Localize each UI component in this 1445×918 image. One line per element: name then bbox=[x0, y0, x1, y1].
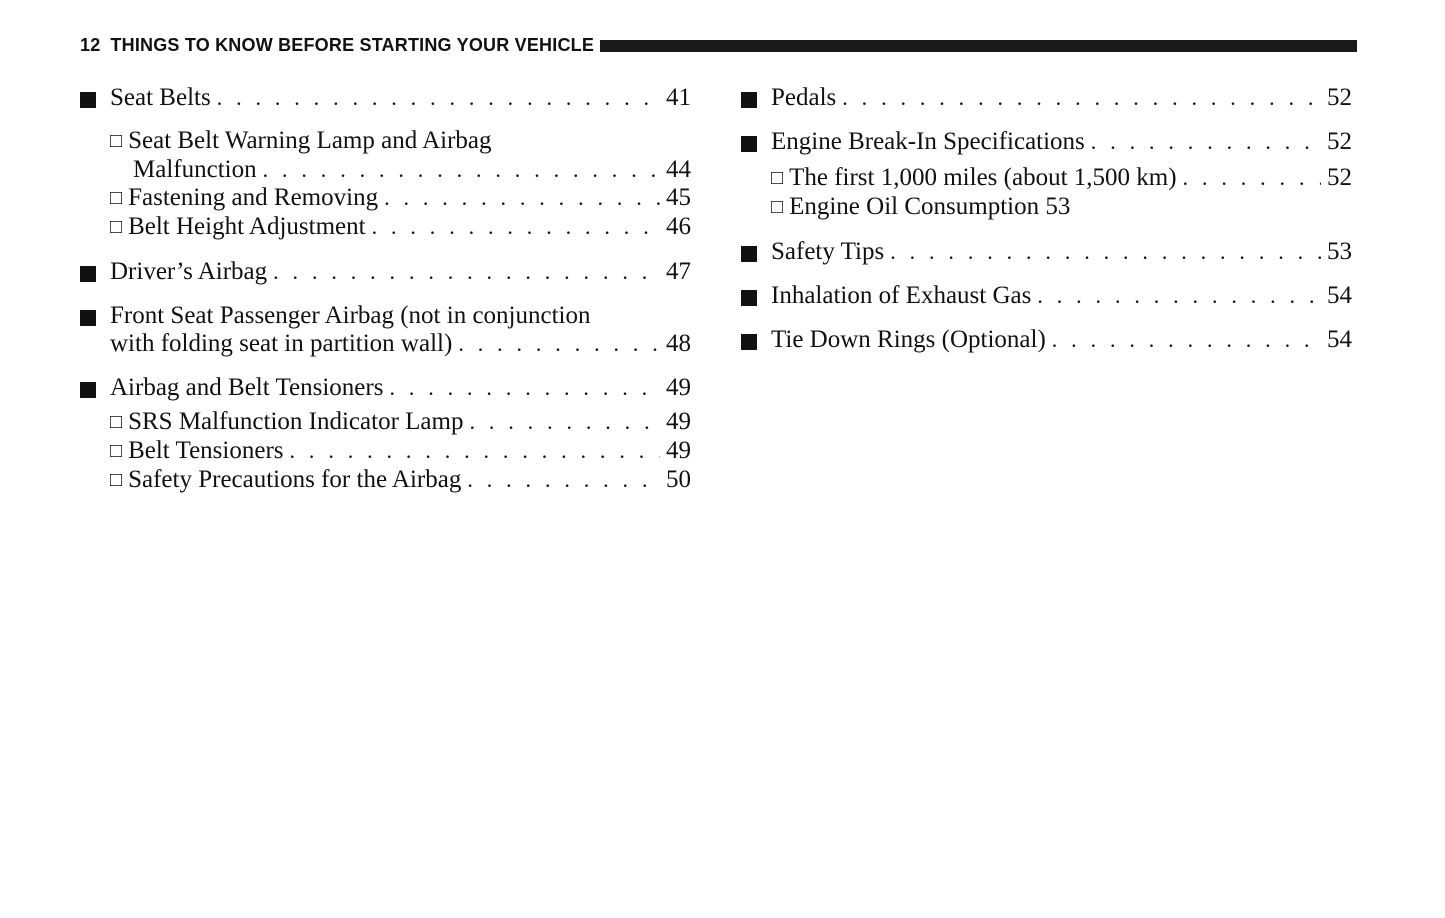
hollow-box-bullet-icon: □ bbox=[110, 469, 123, 491]
subentry-page: 52 bbox=[1327, 164, 1352, 191]
entry-label: Tie Down Rings (Optional) bbox=[771, 326, 1046, 353]
square-bullet-icon bbox=[741, 290, 757, 306]
dot-leader bbox=[467, 466, 660, 494]
hollow-box-bullet-icon: □ bbox=[110, 187, 123, 209]
subentry-page: 49 bbox=[666, 437, 691, 464]
toc-entry-front-passenger-airbag[interactable] bbox=[80, 302, 691, 358]
entry-label: Seat Belts bbox=[110, 84, 211, 111]
entry-label: Airbag and Belt Tensioners bbox=[110, 374, 384, 401]
toc-entry-seat-belts[interactable] bbox=[80, 84, 691, 112]
dot-leader bbox=[1037, 282, 1321, 310]
toc-subentry-safety-precautions[interactable] bbox=[80, 466, 691, 495]
dot-leader bbox=[372, 213, 660, 241]
square-bullet-icon bbox=[80, 310, 96, 326]
hollow-box-bullet-icon: □ bbox=[110, 440, 123, 462]
hollow-box-bullet-icon: □ bbox=[771, 196, 784, 218]
hollow-box-bullet-icon: □ bbox=[110, 411, 123, 433]
subentry-label: Engine Oil Consumption 53 bbox=[789, 193, 1071, 220]
toc-entry-exhaust-gas[interactable] bbox=[741, 282, 1352, 310]
subentry-page: 44 bbox=[666, 156, 691, 183]
square-bullet-icon bbox=[80, 266, 96, 282]
header-rule bbox=[600, 40, 1357, 52]
header-text bbox=[80, 35, 594, 56]
subentry-label: The first 1,000 miles (about 1,500 km) bbox=[789, 164, 1177, 191]
toc-subentry-srs-lamp[interactable] bbox=[80, 408, 691, 437]
dot-leader bbox=[273, 258, 660, 286]
square-bullet-icon bbox=[741, 246, 757, 262]
subentry-label: Seat Belt Warning Lamp and Airbag bbox=[128, 127, 492, 154]
toc-subentry-fastening[interactable] bbox=[80, 184, 691, 213]
dot-leader bbox=[217, 84, 660, 112]
entry-label-cont: with folding seat in partition wall) bbox=[110, 330, 453, 357]
subentry-page: 45 bbox=[666, 184, 691, 211]
entry-page: 52 bbox=[1327, 84, 1352, 111]
dot-leader bbox=[263, 156, 660, 184]
page-number: 12 bbox=[80, 34, 101, 55]
subentry-label-cont: Malfunction bbox=[133, 156, 257, 183]
entry-label: Driver’s Airbag bbox=[110, 258, 268, 285]
square-bullet-icon bbox=[741, 334, 757, 350]
toc-entry-tie-down-rings[interactable] bbox=[741, 326, 1352, 354]
subentry-page: 46 bbox=[666, 213, 691, 240]
entry-page: 54 bbox=[1327, 326, 1352, 353]
toc-subentry-belt-height[interactable] bbox=[80, 213, 691, 242]
subentry-page: 49 bbox=[666, 408, 691, 435]
entry-page: 49 bbox=[666, 374, 691, 401]
toc-entry-break-in[interactable] bbox=[741, 128, 1352, 156]
dot-leader bbox=[1052, 326, 1321, 354]
toc-subentry-warning-lamp[interactable] bbox=[80, 127, 691, 184]
dot-leader bbox=[890, 238, 1321, 266]
entry-page: 52 bbox=[1327, 128, 1352, 155]
toc-entry-airbag-belt-tensioners[interactable] bbox=[80, 374, 691, 402]
running-header bbox=[80, 34, 1357, 56]
subentry-page: 50 bbox=[666, 466, 691, 493]
toc-subentry-oil-consumption[interactable] bbox=[741, 193, 1352, 222]
square-bullet-icon bbox=[80, 92, 96, 108]
dot-leader bbox=[290, 437, 660, 465]
entry-label: Inhalation of Exhaust Gas bbox=[771, 282, 1032, 309]
toc-right-column bbox=[741, 84, 1352, 354]
subentry-label: Fastening and Removing bbox=[128, 184, 379, 211]
entry-page: 54 bbox=[1327, 282, 1352, 309]
dot-leader bbox=[1091, 128, 1321, 156]
dot-leader bbox=[842, 84, 1321, 112]
toc-subentry-belt-tensioners[interactable] bbox=[80, 437, 691, 466]
entry-label: Pedals bbox=[771, 84, 837, 111]
dot-leader bbox=[384, 184, 660, 212]
entry-label: Safety Tips bbox=[771, 238, 885, 265]
hollow-box-bullet-icon: □ bbox=[771, 167, 784, 189]
subentry-label: SRS Malfunction Indicator Lamp bbox=[128, 408, 464, 435]
toc-entry-pedals[interactable] bbox=[741, 84, 1352, 112]
dot-leader bbox=[469, 408, 660, 436]
toc-subentry-first-miles[interactable] bbox=[741, 164, 1352, 193]
toc-entry-drivers-airbag[interactable] bbox=[80, 258, 691, 286]
hollow-box-bullet-icon: □ bbox=[110, 216, 123, 238]
hollow-box-bullet-icon: □ bbox=[110, 130, 123, 152]
entry-page: 47 bbox=[666, 258, 691, 285]
dot-leader bbox=[389, 374, 660, 402]
entry-page: 48 bbox=[666, 330, 691, 357]
dot-leader bbox=[458, 330, 660, 358]
square-bullet-icon bbox=[741, 136, 757, 152]
entry-label: Front Seat Passenger Airbag (not in conjunction bbox=[110, 302, 591, 329]
square-bullet-icon bbox=[741, 92, 757, 108]
toc-entry-safety-tips[interactable] bbox=[741, 238, 1352, 266]
entry-page: 53 bbox=[1327, 238, 1352, 265]
dot-leader bbox=[1183, 164, 1321, 192]
entry-label: Engine Break-In Specifications bbox=[771, 128, 1085, 155]
chapter-title: THINGS TO KNOW BEFORE STARTING YOUR VEHICLE bbox=[110, 34, 595, 55]
subentry-label: Belt Tensioners bbox=[128, 437, 284, 464]
toc-left-column bbox=[80, 84, 691, 495]
entry-page: 41 bbox=[666, 84, 691, 111]
square-bullet-icon bbox=[80, 382, 96, 398]
subentry-label: Belt Height Adjustment bbox=[128, 213, 366, 240]
subentry-label: Safety Precautions for the Airbag bbox=[128, 466, 462, 493]
